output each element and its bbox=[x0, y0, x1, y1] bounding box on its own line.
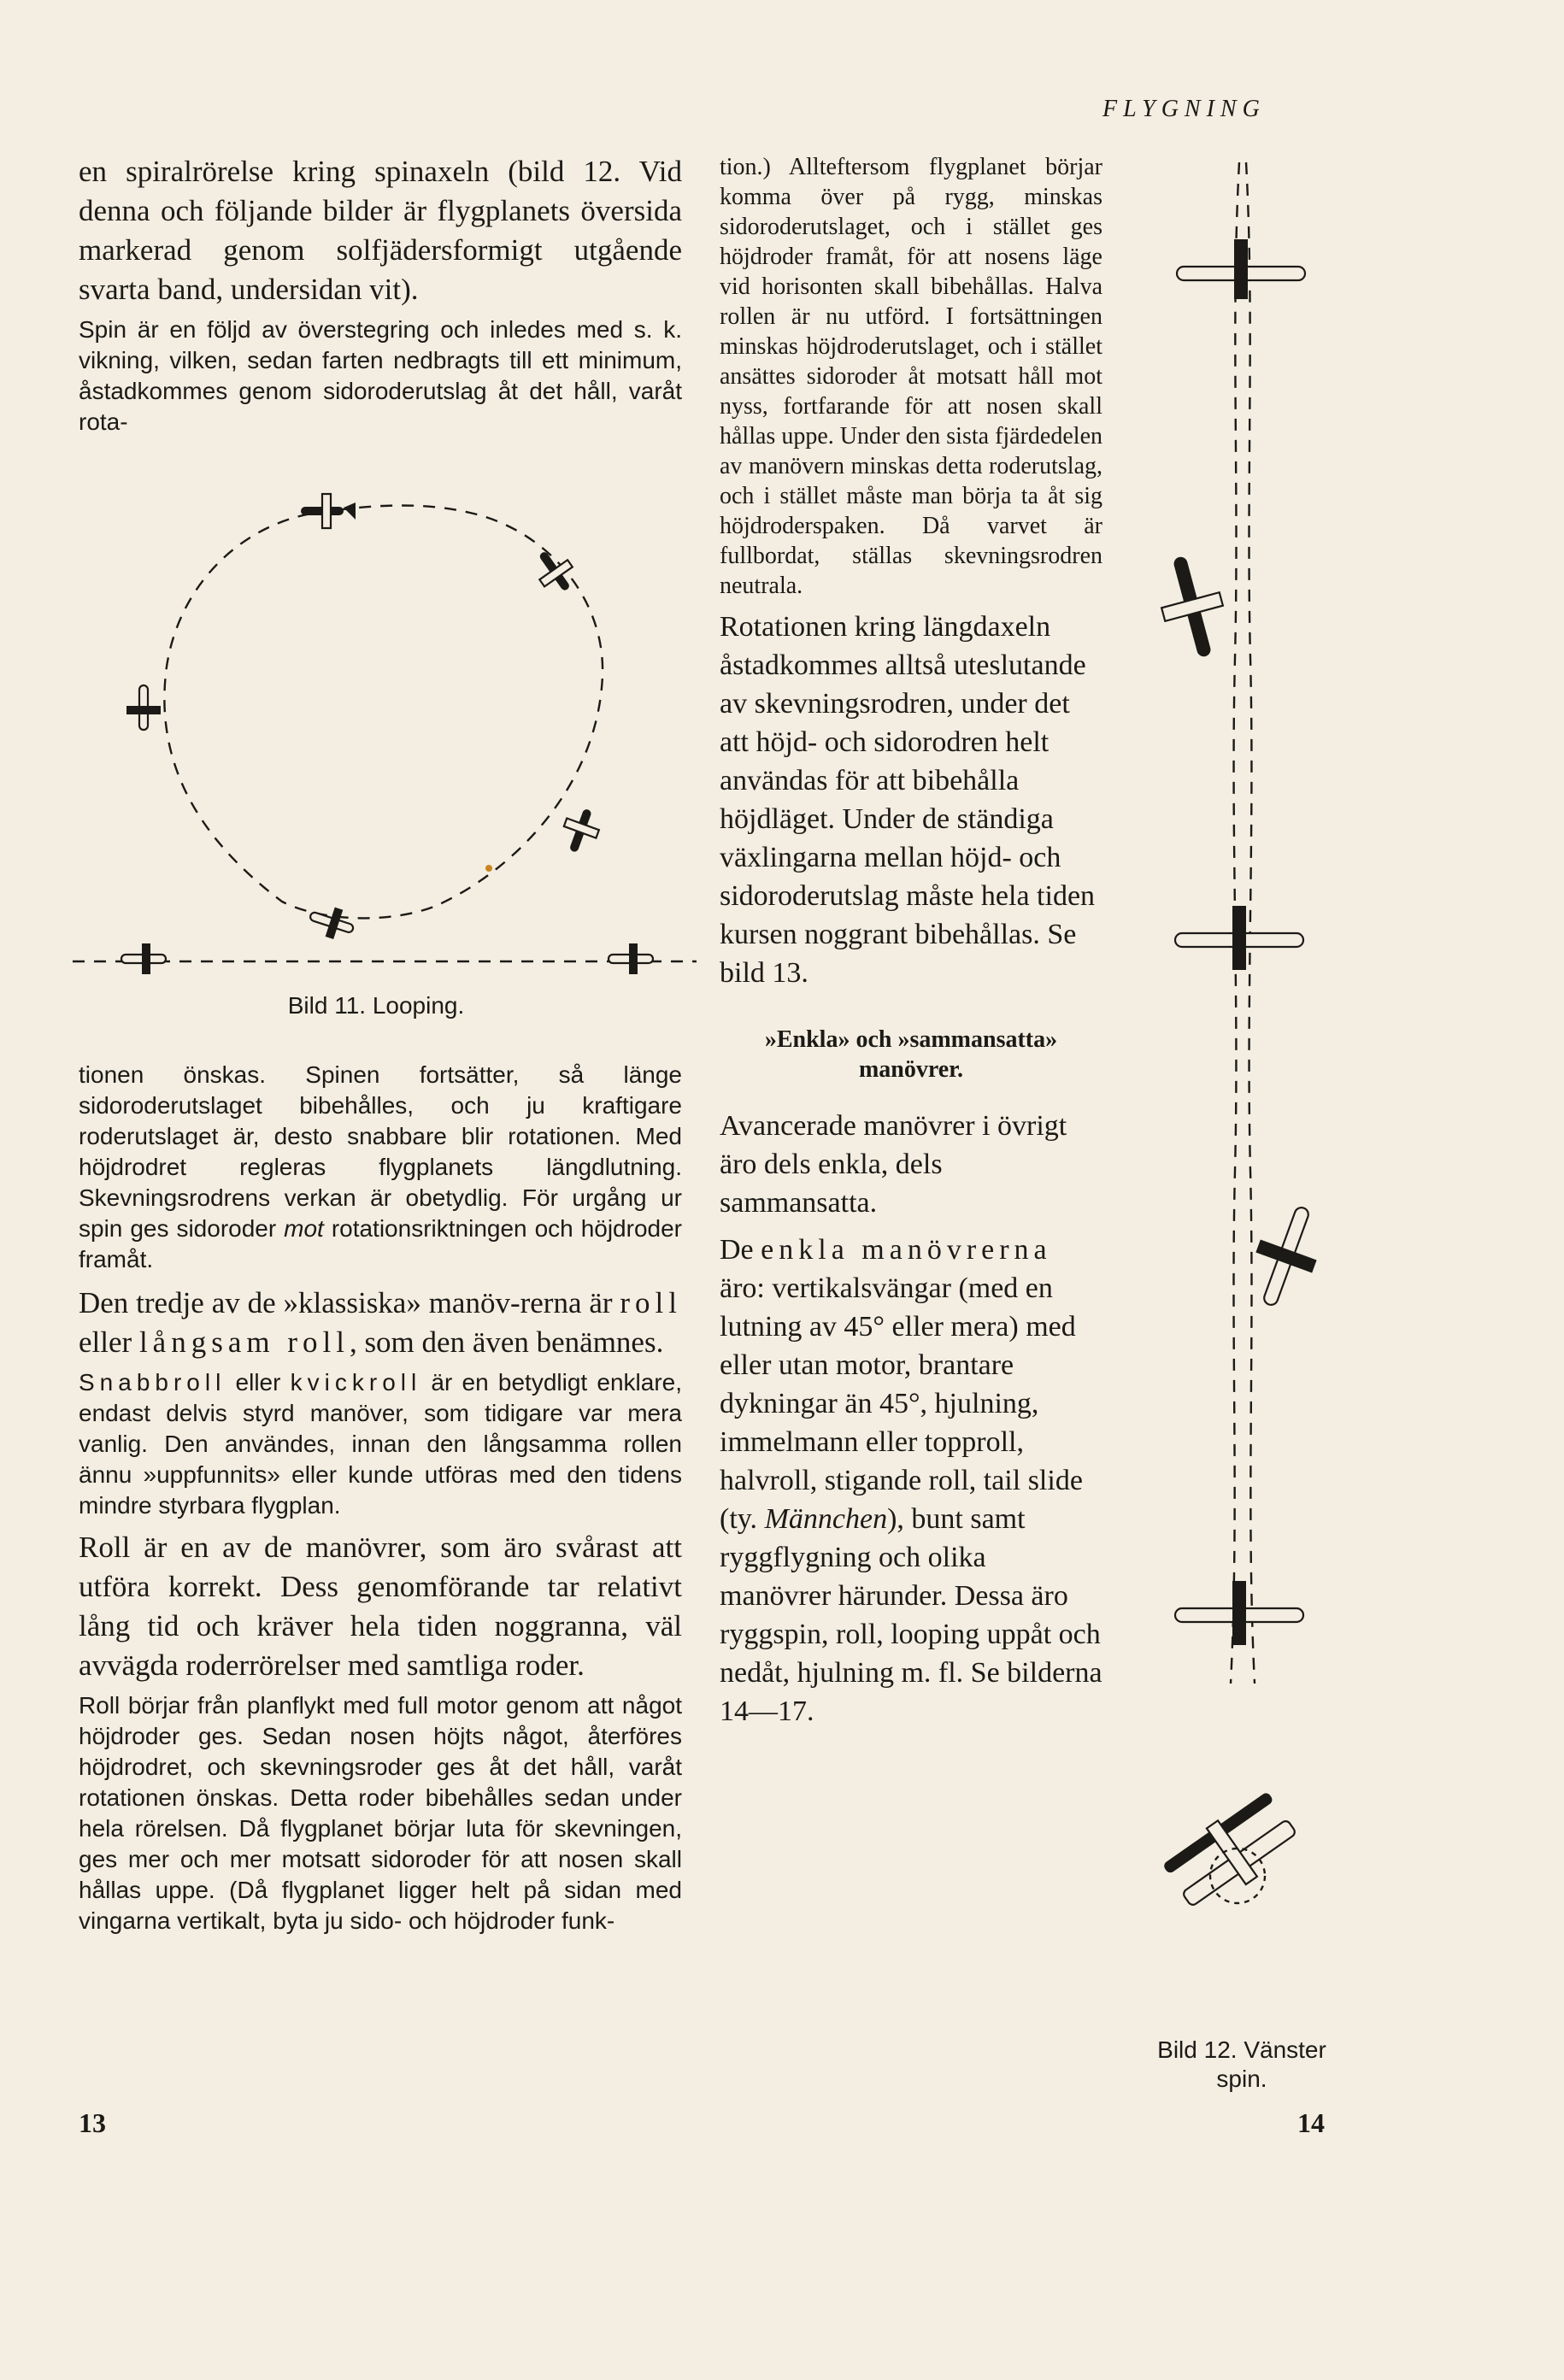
spaced-term: enkla manövrerna bbox=[761, 1234, 1052, 1266]
figure-caption: Bild 12. Vänster spin. bbox=[1157, 2036, 1326, 2092]
plane-icon bbox=[301, 494, 356, 528]
page-number: 14 bbox=[1297, 2107, 1325, 2138]
text-run: eller bbox=[226, 1369, 291, 1396]
plane-icon bbox=[306, 901, 358, 943]
section-heading: »Enkla» och »sammansatta» manövrer. bbox=[764, 1026, 1058, 1083]
paragraph bbox=[79, 1367, 682, 1521]
plane-icon bbox=[1177, 239, 1305, 299]
figure-caption: Bild 11. Looping. bbox=[287, 992, 465, 1019]
spaced-term: kvickroll bbox=[290, 1369, 422, 1396]
text-run: eller bbox=[79, 1325, 139, 1359]
emphasis: mot bbox=[284, 1215, 324, 1242]
spin-figure bbox=[1145, 145, 1333, 2008]
left-column-lower bbox=[79, 1060, 682, 1942]
plane-icon bbox=[1175, 1581, 1303, 1645]
paragraph bbox=[720, 1231, 1102, 1731]
paragraph bbox=[79, 1060, 682, 1275]
spaced-term: roll bbox=[620, 1286, 682, 1319]
paragraph: en spiralrörelse kring spinaxeln (bild 12. Vid denna och följande bilder är flygplanets översida markerad genom solfjädersformigt utgående svarta band, undersidan vit). bbox=[79, 155, 682, 306]
plane-icon bbox=[1241, 1198, 1332, 1315]
plane-icon bbox=[121, 943, 166, 974]
paragraph: Avancerade manövrer i övrigt äro dels enkla, dels sammansatta. bbox=[720, 1110, 1067, 1219]
paragraph: Rotationen kring längdaxeln åstadkommes alltså uteslutande av skevningsrodren, under det att höjd- och sidorodren helt användas för att bibehålla höjdläget. Under de ständiga växlingarna mellan höjd- och sidoroderutslag måste hela tiden kursen noggrant bibehållas. Se bild 13. bbox=[720, 611, 1096, 989]
plane-icon bbox=[528, 544, 582, 600]
paragraph: Roll är en av de manövrer, som äro svårast att utföra korrekt. Dess genomförande tar relativt lång tid och kräver hela tiden noggranna, väl avvägda roderrörelser med samtliga roder. bbox=[79, 1531, 682, 1682]
looping-figure bbox=[68, 479, 684, 957]
page-number: 13 bbox=[79, 2107, 106, 2138]
loop-path bbox=[164, 506, 603, 919]
paragraph: Spin är en följd av överstegring och inledes med s. k. vikning, vilken, sedan farten nedbragts till ett minimum, åstadkommes genom sidoroderutslag åt det håll, varåt rota- bbox=[79, 316, 682, 435]
text-run: Den tredje av de »klassiska» manöv-rerna är bbox=[79, 1286, 620, 1319]
spaced-term: långsam roll bbox=[138, 1325, 350, 1359]
text-run: rotationsriktningen och höjdroder framåt. bbox=[79, 1215, 682, 1272]
spaced-term: Snabbroll bbox=[79, 1369, 226, 1396]
paragraph: tion.) Allteftersom flygplanet börjar komma över på rygg, minskas sidoroderutslaget, och i stället ges höjdroder framåt, för att nosens läge vid horisonten skall bibehållas. Halva rollen är nu utförd. I fortsättningen minskas höjdroderutslaget, och i stället ansättes sidoroder åt motsatt håll mot nyss, fortfarande för att nosen skall hållas uppe. Under den sista fjärdedelen av manövern minskas detta roderutslag, och i stället måste man börja ta åt sig höjdroderspaken. Då varvet är fullbordat, ställas skevningsrodren neutrala. bbox=[720, 154, 1102, 599]
middle-column bbox=[720, 152, 1102, 1736]
text-run: tionen önskas. Spinen fortsätter, så länge sidoroderutslaget bibehålles, och ju kraftigare roderutslaget är, desto snabbare blir rotationen. Med höjdrodret regleras flygplanets längdlutning. Skevningsrodrens verkan är obetydlig. För urgång ur spin ges sidoroder bbox=[79, 1061, 682, 1242]
text-run: De bbox=[720, 1234, 761, 1266]
paragraph: Roll börjar från planflykt med full motor genom att något höjdroder ges. Sedan nosen höjts något, återföres höjdrodret, och skevningsroder ges åt det håll, varåt rotationen önskas. Detta roder bibehålles sedan under hela rörelsen. Då flygplanet börjar luta för skevningen, ges mer och mer motsatt sidoroder för att nosen skall hållas uppe. (Då flygplanet ligger helt på sidan med vingarna vertikalt, byta ju sido- och höjdroder funk- bbox=[79, 1692, 682, 1934]
plane-icon bbox=[557, 804, 604, 858]
plane-icon bbox=[1175, 906, 1303, 970]
paragraph bbox=[79, 1284, 682, 1362]
plane-icon bbox=[609, 943, 653, 974]
text-run: , som den även benämnes. bbox=[349, 1325, 664, 1359]
running-head: FLYGNING bbox=[1102, 96, 1266, 122]
text-run: ), bunt samt ryggflygning och olika manövrer härunder. Dessa äro ryggspin, roll, looping uppåt och nedåt, hjulning m. fl. Se bilderna 14—17. bbox=[720, 1503, 1102, 1727]
plane-icon bbox=[126, 685, 161, 730]
plane-icon bbox=[1150, 549, 1235, 664]
emphasis: Männchen bbox=[764, 1503, 888, 1535]
text-run: äro: vertikalsvängar (med en lutning av 45° eller mera) med eller utan motor, brantare dykningar än 45°, hjulning, immelmann eller topproll, halvroll, stigande roll, tail slide (ty. bbox=[720, 1272, 1083, 1535]
left-column bbox=[79, 152, 682, 443]
text-run: är en betydligt enklare, endast delvis styrd manöver, som tidigare var mera vanlig. Den användes, innan den långsamma rollen ännu »uppfunnits» eller kunde utföras med den tidens mindre styrbara flygplan. bbox=[79, 1369, 683, 1519]
plane-icon bbox=[1160, 1788, 1304, 1918]
